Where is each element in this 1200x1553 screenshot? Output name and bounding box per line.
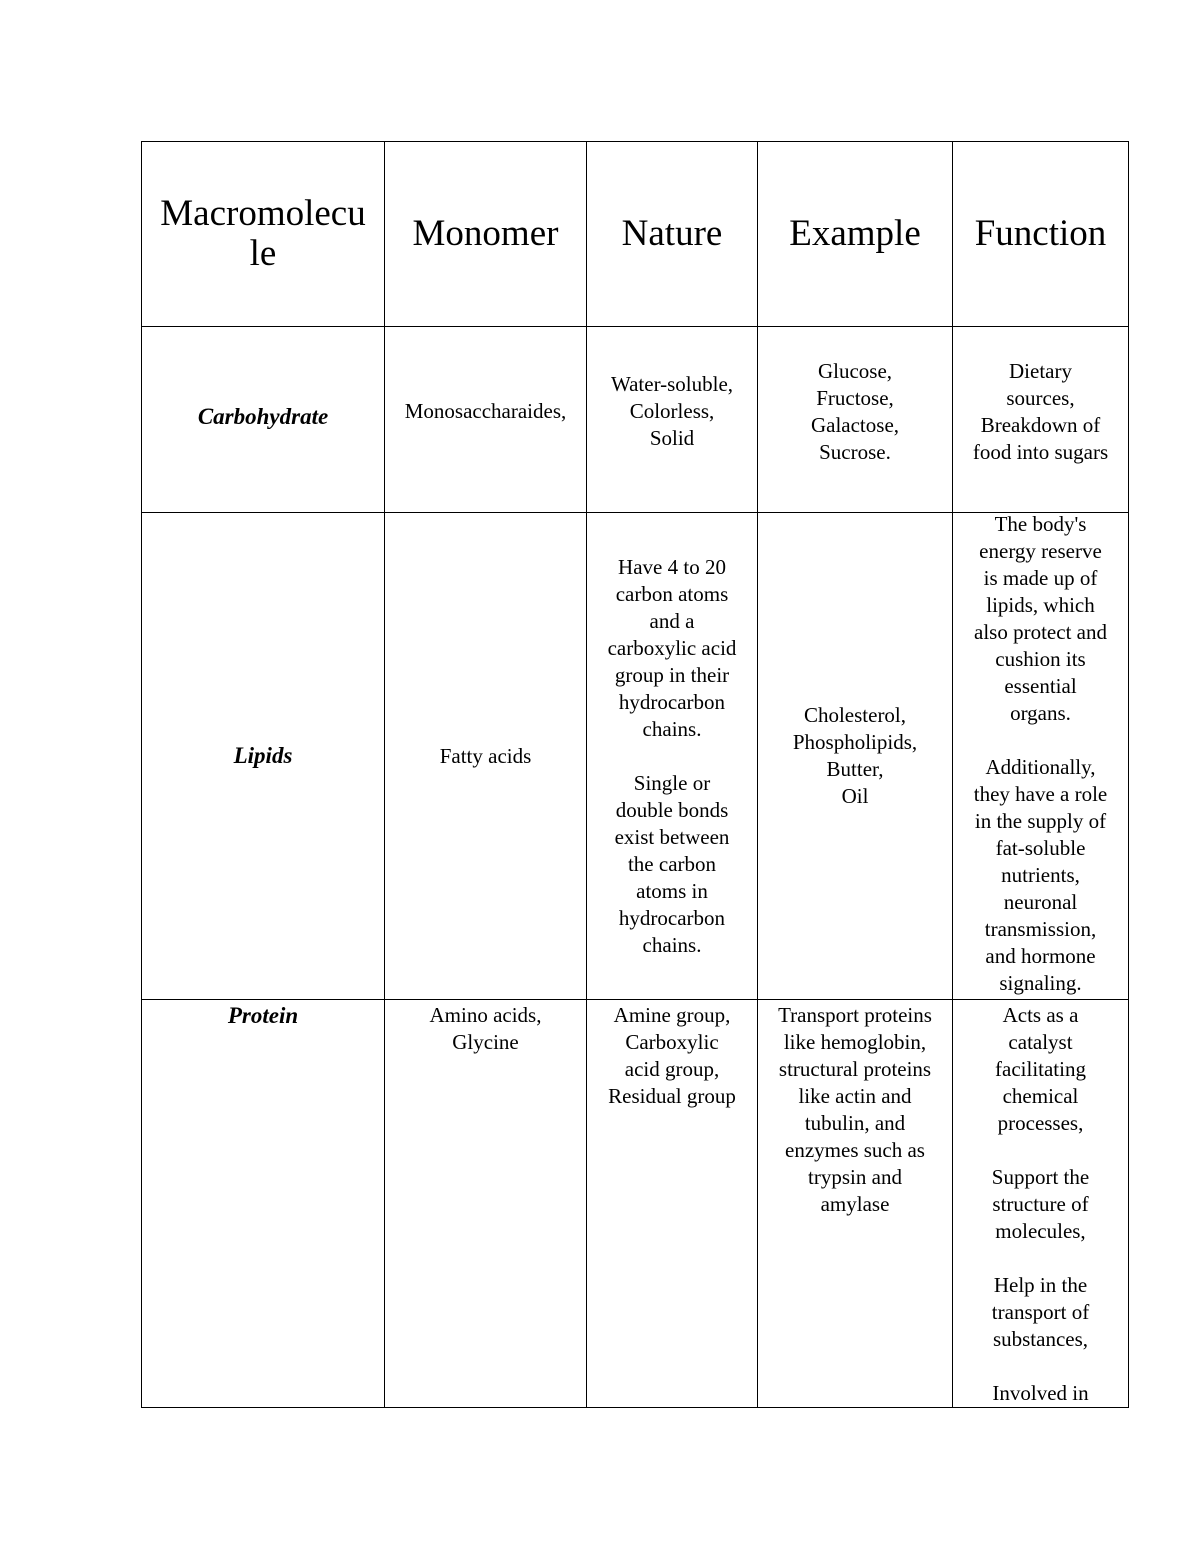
example-cell [758, 1000, 953, 1408]
function-cell [953, 1000, 1129, 1408]
example-cell [758, 513, 953, 1000]
example-text: Transport proteins like hemoglobin, structural proteins like actin and tubulin, and enzymes such as trypsin and amylase [778, 1003, 932, 1216]
example-cell [758, 327, 953, 513]
monomer-text: Fatty acids [439, 743, 532, 768]
function-cell [953, 327, 1129, 513]
function-text: Dietary sources, Breakdown of food into sugars [972, 358, 1109, 464]
macromolecule-name-cell [142, 513, 385, 1000]
example-text: Glucose, Fructose, Galactose, Sucrose. [810, 358, 900, 464]
macromolecule-name-cell [142, 327, 385, 513]
nature-text: Amine group, Carboxylic acid group, Residual group [608, 1003, 736, 1108]
header-nature: Nature [587, 142, 758, 327]
monomer-text: Amino acids, Glycine [429, 1003, 542, 1054]
macromolecule-name: Protein [227, 1003, 299, 1028]
function-text: The body's energy reserve is made up of lipids, which also protect and cushion its essential organs. Additionally, they have a role in the supply of fat-soluble nutrients, neuronal transmission, and hormone signaling. [973, 512, 1108, 995]
monomer-text: Monosaccharaides, [404, 399, 567, 423]
nature-cell [587, 1000, 758, 1408]
table-row [142, 327, 1129, 513]
header-function: Function [953, 142, 1129, 327]
header-macromolecule: Macromolecule [142, 142, 385, 327]
function-cell [953, 513, 1129, 1000]
monomer-cell [385, 327, 587, 513]
macromolecule-name: Lipids [233, 743, 293, 768]
nature-cell [587, 513, 758, 1000]
monomer-cell [385, 1000, 587, 1408]
example-text: Cholesterol, Phospholipids, Butter, Oil [792, 703, 918, 808]
macromolecule-name-cell [142, 1000, 385, 1408]
nature-text: Water-soluble, Colorless, Solid [610, 372, 734, 450]
macromolecule-table [141, 141, 1129, 1408]
function-text: Acts as a catalyst facilitating chemical processes, Support the structure of molecules, Help in the transport of substances, Involved in [991, 1003, 1090, 1405]
macromolecule-name: Carbohydrate [197, 403, 329, 429]
nature-cell [587, 327, 758, 513]
header-monomer: Monomer [385, 142, 587, 327]
monomer-cell [385, 513, 587, 1000]
table-row [142, 1000, 1129, 1408]
table-header-row [142, 142, 1129, 327]
nature-text: Have 4 to 20 carbon atoms and a carboxylic acid group in their hydrocarbon chains. Single or double bonds exist between the carbon atoms in hydrocarbon chains. [607, 554, 737, 957]
header-example: Example [758, 142, 953, 327]
table-row [142, 513, 1129, 1000]
